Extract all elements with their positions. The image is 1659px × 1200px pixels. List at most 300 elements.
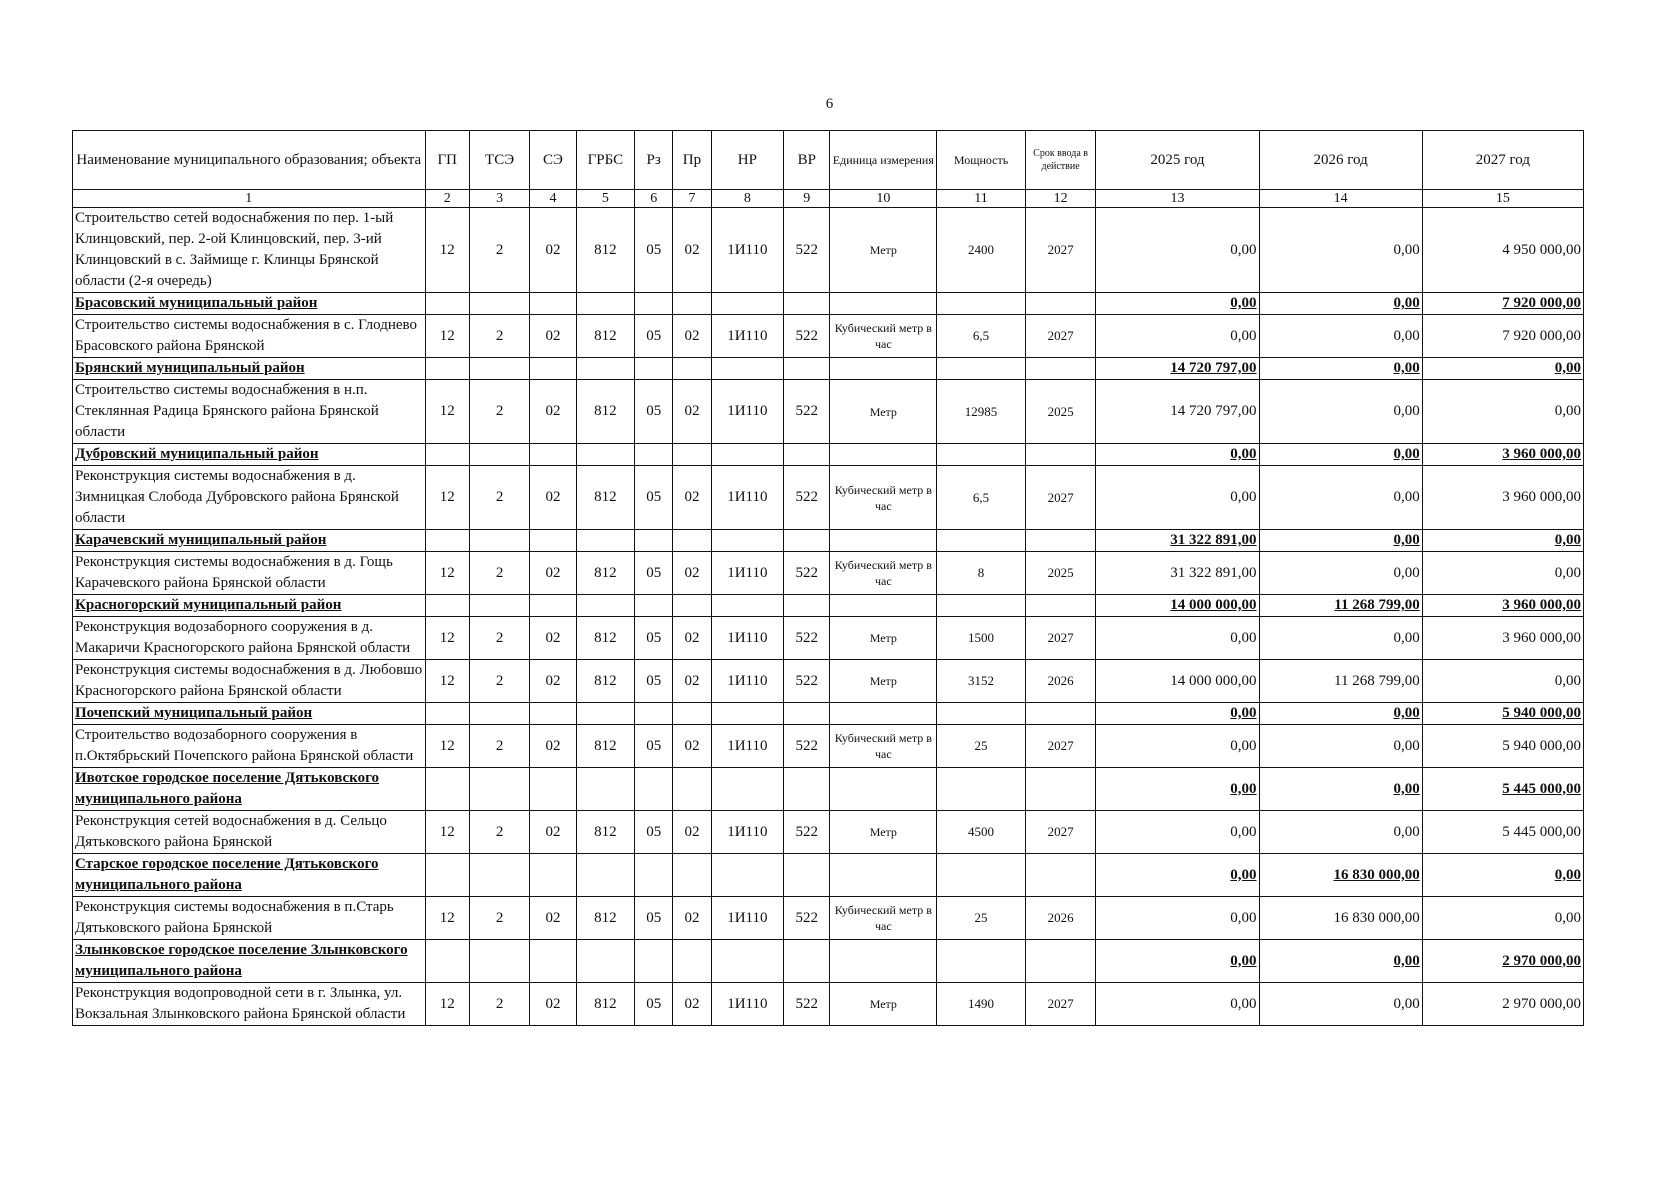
pr-cell: 02 — [673, 552, 711, 595]
nr-cell: 1И110 — [711, 466, 784, 530]
vr-cell: 522 — [784, 660, 830, 703]
group-row — [73, 530, 1584, 552]
column-number: 12 — [1025, 190, 1096, 208]
empty-cell — [673, 854, 711, 897]
column-number: 14 — [1259, 190, 1422, 208]
group-amount-2027: 5 940 000,00 — [1422, 703, 1583, 725]
empty-cell — [469, 768, 529, 811]
empty-cell — [937, 854, 1026, 897]
empty-cell — [784, 293, 830, 315]
empty-cell — [530, 530, 576, 552]
term-cell: 2025 — [1025, 380, 1096, 444]
vr-cell: 522 — [784, 466, 830, 530]
amount-2027: 3 960 000,00 — [1422, 466, 1583, 530]
header-name: Наименование муниципального образования; объекта — [73, 131, 426, 190]
group-row — [73, 358, 1584, 380]
group-row — [73, 703, 1584, 725]
nr-cell: 1И110 — [711, 897, 784, 940]
empty-cell — [1025, 530, 1096, 552]
tse-cell: 2 — [469, 897, 529, 940]
gp-cell: 12 — [425, 725, 469, 768]
grbs-cell: 812 — [576, 617, 634, 660]
rz-cell: 05 — [635, 897, 673, 940]
se-cell: 02 — [530, 897, 576, 940]
group-amount-2026: 0,00 — [1259, 768, 1422, 811]
amount-2027: 3 960 000,00 — [1422, 617, 1583, 660]
group-name: Брасовский муниципальный район — [73, 293, 426, 315]
amount-2025: 0,00 — [1096, 983, 1259, 1026]
se-cell: 02 — [530, 725, 576, 768]
empty-cell — [1025, 595, 1096, 617]
se-cell: 02 — [530, 315, 576, 358]
rz-cell: 05 — [635, 380, 673, 444]
empty-cell — [937, 530, 1026, 552]
object-name: Реконструкция водозаборного сооружения в д. Макаричи Красногорского района Брянской области — [73, 617, 426, 660]
empty-cell — [635, 703, 673, 725]
object-name: Строительство водозаборного сооружения в п.Октябрьский Почепского района Брянской области — [73, 725, 426, 768]
group-amount-2027: 0,00 — [1422, 530, 1583, 552]
unit-cell: Кубический метр в час — [830, 725, 937, 768]
nr-cell: 1И110 — [711, 725, 784, 768]
empty-cell — [425, 293, 469, 315]
term-cell: 2027 — [1025, 811, 1096, 854]
group-row — [73, 595, 1584, 617]
empty-cell — [830, 444, 937, 466]
group-amount-2026: 16 830 000,00 — [1259, 854, 1422, 897]
empty-cell — [469, 854, 529, 897]
empty-cell — [711, 530, 784, 552]
gp-cell: 12 — [425, 380, 469, 444]
power-cell: 6,5 — [937, 466, 1026, 530]
empty-cell — [937, 358, 1026, 380]
unit-cell: Метр — [830, 983, 937, 1026]
empty-cell — [937, 940, 1026, 983]
empty-cell — [1025, 768, 1096, 811]
amount-2025: 0,00 — [1096, 811, 1259, 854]
term-cell: 2027 — [1025, 725, 1096, 768]
empty-cell — [1025, 703, 1096, 725]
power-cell: 8 — [937, 552, 1026, 595]
grbs-cell: 812 — [576, 208, 634, 293]
group-name: Ивотское городское поселение Дятьковского муниципального района — [73, 768, 426, 811]
vr-cell: 522 — [784, 811, 830, 854]
object-name: Реконструкция системы водоснабжения в д. Зимницкая Слобода Дубровского района Брянской области — [73, 466, 426, 530]
amount-2027: 0,00 — [1422, 552, 1583, 595]
rz-cell: 05 — [635, 315, 673, 358]
pr-cell: 02 — [673, 617, 711, 660]
unit-cell: Метр — [830, 380, 937, 444]
empty-cell — [425, 703, 469, 725]
term-cell: 2026 — [1025, 660, 1096, 703]
amount-2026: 0,00 — [1259, 725, 1422, 768]
empty-cell — [830, 768, 937, 811]
power-cell: 1490 — [937, 983, 1026, 1026]
group-amount-2025: 0,00 — [1096, 854, 1259, 897]
empty-cell — [576, 703, 634, 725]
vr-cell: 522 — [784, 380, 830, 444]
tse-cell: 2 — [469, 811, 529, 854]
pr-cell: 02 — [673, 315, 711, 358]
empty-cell — [425, 768, 469, 811]
tse-cell: 2 — [469, 552, 529, 595]
empty-cell — [673, 940, 711, 983]
empty-cell — [673, 293, 711, 315]
empty-cell — [937, 293, 1026, 315]
empty-cell — [576, 768, 634, 811]
pr-cell: 02 — [673, 466, 711, 530]
empty-cell — [425, 854, 469, 897]
column-number: 6 — [635, 190, 673, 208]
empty-cell — [530, 854, 576, 897]
se-cell: 02 — [530, 617, 576, 660]
group-amount-2027: 3 960 000,00 — [1422, 595, 1583, 617]
empty-cell — [784, 768, 830, 811]
empty-cell — [711, 940, 784, 983]
empty-cell — [711, 358, 784, 380]
amount-2026: 0,00 — [1259, 552, 1422, 595]
empty-cell — [425, 940, 469, 983]
amount-2025: 0,00 — [1096, 617, 1259, 660]
object-name: Реконструкция водопроводной сети в г. Злынка, ул. Вокзальная Злынковского района Брянской области — [73, 983, 426, 1026]
object-row — [73, 466, 1584, 530]
vr-cell: 522 — [784, 208, 830, 293]
group-amount-2025: 0,00 — [1096, 703, 1259, 725]
empty-cell — [1025, 940, 1096, 983]
object-row — [73, 552, 1584, 595]
header-vr: ВР — [784, 131, 830, 190]
empty-cell — [530, 293, 576, 315]
grbs-cell: 812 — [576, 983, 634, 1026]
nr-cell: 1И110 — [711, 811, 784, 854]
tse-cell: 2 — [469, 208, 529, 293]
se-cell: 02 — [530, 552, 576, 595]
pr-cell: 02 — [673, 660, 711, 703]
empty-cell — [1025, 293, 1096, 315]
budget-table — [72, 130, 1584, 1026]
rz-cell: 05 — [635, 660, 673, 703]
column-number: 9 — [784, 190, 830, 208]
amount-2025: 0,00 — [1096, 208, 1259, 293]
amount-2026: 0,00 — [1259, 208, 1422, 293]
object-row — [73, 617, 1584, 660]
power-cell: 12985 — [937, 380, 1026, 444]
group-amount-2027: 2 970 000,00 — [1422, 940, 1583, 983]
tse-cell: 2 — [469, 660, 529, 703]
empty-cell — [425, 444, 469, 466]
header-unit: Единица измерения — [830, 131, 937, 190]
amount-2026: 0,00 — [1259, 983, 1422, 1026]
object-name: Строительство системы водоснабжения в н.п. Стеклянная Радица Брянского района Брянской области — [73, 380, 426, 444]
group-amount-2026: 0,00 — [1259, 940, 1422, 983]
empty-cell — [784, 703, 830, 725]
grbs-cell: 812 — [576, 897, 634, 940]
grbs-cell: 812 — [576, 660, 634, 703]
pr-cell: 02 — [673, 725, 711, 768]
object-row — [73, 660, 1584, 703]
empty-cell — [530, 703, 576, 725]
empty-cell — [784, 444, 830, 466]
empty-cell — [784, 854, 830, 897]
amount-2025: 0,00 — [1096, 897, 1259, 940]
empty-cell — [576, 854, 634, 897]
object-name: Строительство сетей водоснабжения по пер. 1-ый Клинцовский, пер. 2-ой Клинцовский, пер. 3-ий Клинцовский в с. Займище г. Клинцы Брянской области (2-я очередь) — [73, 208, 426, 293]
term-cell: 2025 — [1025, 552, 1096, 595]
tse-cell: 2 — [469, 466, 529, 530]
group-amount-2025: 14 000 000,00 — [1096, 595, 1259, 617]
grbs-cell: 812 — [576, 552, 634, 595]
empty-cell — [673, 703, 711, 725]
column-number: 4 — [530, 190, 576, 208]
column-number: 5 — [576, 190, 634, 208]
empty-cell — [937, 444, 1026, 466]
gp-cell: 12 — [425, 811, 469, 854]
group-amount-2026: 11 268 799,00 — [1259, 595, 1422, 617]
tse-cell: 2 — [469, 380, 529, 444]
term-cell: 2026 — [1025, 897, 1096, 940]
vr-cell: 522 — [784, 617, 830, 660]
rz-cell: 05 — [635, 725, 673, 768]
group-amount-2025: 0,00 — [1096, 768, 1259, 811]
gp-cell: 12 — [425, 660, 469, 703]
group-name: Брянский муниципальный район — [73, 358, 426, 380]
empty-cell — [784, 530, 830, 552]
empty-cell — [1025, 358, 1096, 380]
amount-2027: 5 940 000,00 — [1422, 725, 1583, 768]
amount-2025: 14 000 000,00 — [1096, 660, 1259, 703]
empty-cell — [530, 444, 576, 466]
header-pr: Пр — [673, 131, 711, 190]
pr-cell: 02 — [673, 380, 711, 444]
header-se: СЭ — [530, 131, 576, 190]
amount-2027: 7 920 000,00 — [1422, 315, 1583, 358]
column-number: 11 — [937, 190, 1026, 208]
empty-cell — [576, 444, 634, 466]
pr-cell: 02 — [673, 208, 711, 293]
empty-cell — [830, 595, 937, 617]
nr-cell: 1И110 — [711, 380, 784, 444]
page-number: 6 — [825, 96, 834, 112]
empty-cell — [530, 768, 576, 811]
vr-cell: 522 — [784, 552, 830, 595]
empty-cell — [469, 530, 529, 552]
empty-cell — [635, 444, 673, 466]
header-gp: ГП — [425, 131, 469, 190]
amount-2025: 0,00 — [1096, 725, 1259, 768]
amount-2027: 0,00 — [1422, 897, 1583, 940]
rz-cell: 05 — [635, 466, 673, 530]
unit-cell: Кубический метр в час — [830, 552, 937, 595]
term-cell: 2027 — [1025, 617, 1096, 660]
group-amount-2025: 0,00 — [1096, 940, 1259, 983]
object-row — [73, 380, 1584, 444]
empty-cell — [576, 940, 634, 983]
empty-cell — [576, 358, 634, 380]
grbs-cell: 812 — [576, 725, 634, 768]
se-cell: 02 — [530, 380, 576, 444]
empty-cell — [711, 703, 784, 725]
empty-cell — [711, 444, 784, 466]
empty-cell — [830, 358, 937, 380]
object-row — [73, 725, 1584, 768]
column-number: 2 — [425, 190, 469, 208]
vr-cell: 522 — [784, 725, 830, 768]
amount-2026: 0,00 — [1259, 811, 1422, 854]
empty-cell — [830, 530, 937, 552]
object-row — [73, 897, 1584, 940]
empty-cell — [673, 595, 711, 617]
nr-cell: 1И110 — [711, 617, 784, 660]
unit-cell: Кубический метр в час — [830, 897, 937, 940]
gp-cell: 12 — [425, 466, 469, 530]
object-row — [73, 315, 1584, 358]
gp-cell: 12 — [425, 315, 469, 358]
group-row — [73, 940, 1584, 983]
column-number: 10 — [830, 190, 937, 208]
group-amount-2027: 3 960 000,00 — [1422, 444, 1583, 466]
object-row — [73, 983, 1584, 1026]
se-cell: 02 — [530, 466, 576, 530]
object-row — [73, 208, 1584, 293]
tse-cell: 2 — [469, 983, 529, 1026]
header-2026: 2026 год — [1259, 131, 1422, 190]
amount-2026: 0,00 — [1259, 380, 1422, 444]
empty-cell — [937, 703, 1026, 725]
unit-cell: Метр — [830, 617, 937, 660]
group-amount-2027: 0,00 — [1422, 358, 1583, 380]
amount-2027: 0,00 — [1422, 380, 1583, 444]
power-cell: 25 — [937, 897, 1026, 940]
header-nr: НР — [711, 131, 784, 190]
empty-cell — [530, 358, 576, 380]
group-row — [73, 854, 1584, 897]
power-cell: 25 — [937, 725, 1026, 768]
empty-cell — [576, 293, 634, 315]
vr-cell: 522 — [784, 983, 830, 1026]
amount-2025: 31 322 891,00 — [1096, 552, 1259, 595]
group-amount-2026: 0,00 — [1259, 444, 1422, 466]
empty-cell — [711, 293, 784, 315]
empty-cell — [469, 358, 529, 380]
header-term: Срок ввода в действие — [1025, 131, 1096, 190]
unit-cell: Метр — [830, 208, 937, 293]
amount-2027: 5 445 000,00 — [1422, 811, 1583, 854]
empty-cell — [673, 768, 711, 811]
amount-2026: 0,00 — [1259, 315, 1422, 358]
group-amount-2025: 31 322 891,00 — [1096, 530, 1259, 552]
amount-2026: 11 268 799,00 — [1259, 660, 1422, 703]
object-name: Реконструкция сетей водоснабжения в д. Сельцо Дятьковского района Брянской — [73, 811, 426, 854]
object-name: Реконструкция системы водоснабжения в д. Гощь Карачевского района Брянской области — [73, 552, 426, 595]
se-cell: 02 — [530, 660, 576, 703]
group-amount-2025: 0,00 — [1096, 444, 1259, 466]
column-number-row — [73, 190, 1584, 208]
empty-cell — [635, 358, 673, 380]
empty-cell — [830, 703, 937, 725]
tse-cell: 2 — [469, 315, 529, 358]
term-cell: 2027 — [1025, 983, 1096, 1026]
group-amount-2027: 7 920 000,00 — [1422, 293, 1583, 315]
empty-cell — [469, 444, 529, 466]
column-number: 7 — [673, 190, 711, 208]
empty-cell — [937, 768, 1026, 811]
object-name: Реконструкция системы водоснабжения в д. Любовшо Красногорского района Брянской области — [73, 660, 426, 703]
empty-cell — [530, 940, 576, 983]
pr-cell: 02 — [673, 983, 711, 1026]
empty-cell — [1025, 854, 1096, 897]
amount-2026: 16 830 000,00 — [1259, 897, 1422, 940]
nr-cell: 1И110 — [711, 983, 784, 1026]
group-name: Красногорский муниципальный район — [73, 595, 426, 617]
object-row — [73, 811, 1584, 854]
group-amount-2026: 0,00 — [1259, 530, 1422, 552]
pr-cell: 02 — [673, 897, 711, 940]
group-name: Дубровский муниципальный район — [73, 444, 426, 466]
empty-cell — [784, 595, 830, 617]
column-number: 1 — [73, 190, 426, 208]
empty-cell — [673, 358, 711, 380]
grbs-cell: 812 — [576, 380, 634, 444]
rz-cell: 05 — [635, 208, 673, 293]
object-name: Реконструкция системы водоснабжения в п.Старь Дятьковского района Брянской — [73, 897, 426, 940]
empty-cell — [576, 595, 634, 617]
rz-cell: 05 — [635, 811, 673, 854]
gp-cell: 12 — [425, 617, 469, 660]
empty-cell — [711, 768, 784, 811]
power-cell: 4500 — [937, 811, 1026, 854]
amount-2025: 0,00 — [1096, 315, 1259, 358]
empty-cell — [711, 595, 784, 617]
empty-cell — [830, 293, 937, 315]
empty-cell — [530, 595, 576, 617]
term-cell: 2027 — [1025, 208, 1096, 293]
group-row — [73, 768, 1584, 811]
vr-cell: 522 — [784, 897, 830, 940]
group-row — [73, 444, 1584, 466]
empty-cell — [469, 595, 529, 617]
empty-cell — [1025, 444, 1096, 466]
unit-cell: Метр — [830, 811, 937, 854]
column-number: 8 — [711, 190, 784, 208]
rz-cell: 05 — [635, 552, 673, 595]
empty-cell — [635, 293, 673, 315]
group-amount-2026: 0,00 — [1259, 293, 1422, 315]
tse-cell: 2 — [469, 617, 529, 660]
header-2025: 2025 год — [1096, 131, 1259, 190]
empty-cell — [635, 595, 673, 617]
amount-2026: 0,00 — [1259, 617, 1422, 660]
unit-cell: Метр — [830, 660, 937, 703]
nr-cell: 1И110 — [711, 660, 784, 703]
empty-cell — [784, 358, 830, 380]
header-grbs: ГРБС — [576, 131, 634, 190]
tse-cell: 2 — [469, 725, 529, 768]
gp-cell: 12 — [425, 983, 469, 1026]
empty-cell — [784, 940, 830, 983]
power-cell: 6,5 — [937, 315, 1026, 358]
amount-2025: 14 720 797,00 — [1096, 380, 1259, 444]
rz-cell: 05 — [635, 617, 673, 660]
amount-2027: 2 970 000,00 — [1422, 983, 1583, 1026]
header-row — [73, 131, 1584, 190]
group-name: Карачевский муниципальный район — [73, 530, 426, 552]
header-rz: Рз — [635, 131, 673, 190]
empty-cell — [635, 940, 673, 983]
term-cell: 2027 — [1025, 315, 1096, 358]
empty-cell — [576, 530, 634, 552]
gp-cell: 12 — [425, 208, 469, 293]
empty-cell — [425, 595, 469, 617]
group-amount-2026: 0,00 — [1259, 703, 1422, 725]
